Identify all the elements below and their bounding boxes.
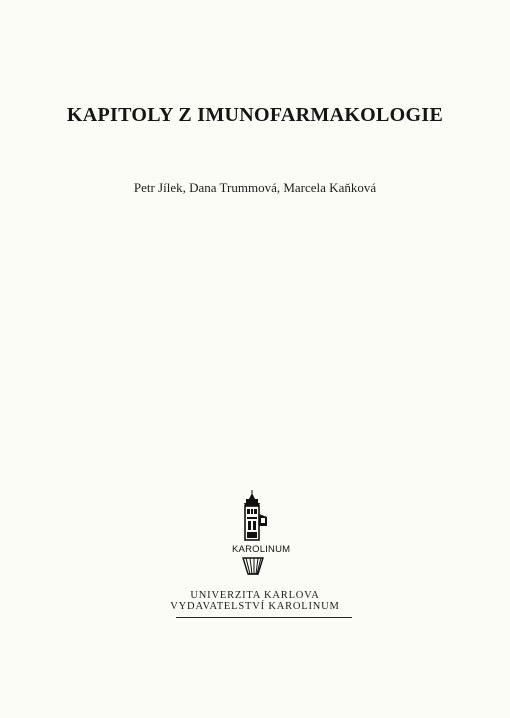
publisher-block [0, 590, 510, 612]
publisher-underline-rule [176, 617, 352, 618]
publisher-university: UNIVERZITA KARLOVA [190, 590, 320, 601]
karolinum-tower-logo-icon [232, 490, 291, 582]
book-authors: Petr Jílek, Dana Trummová, Marcela Kaňková [133, 180, 377, 195]
logo-wordmark: KAROLINUM [232, 544, 291, 555]
karolinum-logo [232, 490, 291, 582]
book-title: KAPITOLY Z IMUNOFARMAKOLOGIE [66, 104, 444, 126]
publisher-press: VYDAVATELSTVÍ KAROLINUM [170, 601, 340, 612]
